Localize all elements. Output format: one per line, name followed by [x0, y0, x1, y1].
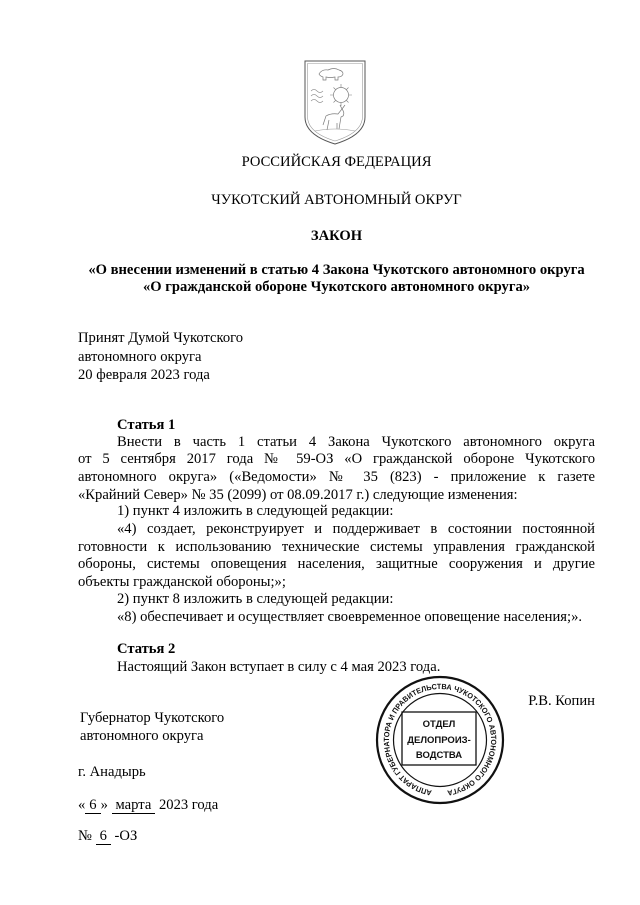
date-year: 2023 года [158, 797, 219, 813]
signatory-position-line: Губернатор Чукотского [80, 710, 225, 726]
article-2-text: Настоящий Закон вступает в силу с 4 мая 2023 года. [117, 659, 441, 675]
article-1-text-line: «Крайний Север» № 35 (2099) от 08.09.2017 г.) следующие изменения: [78, 487, 518, 503]
article-1-text-line: Внести в часть 1 статьи 4 Закона Чукотского автономного округа [117, 434, 595, 450]
chukotka-coat-of-arms-icon [299, 55, 371, 147]
place-of-signing: г. Анадырь [78, 764, 146, 780]
law-number-value: 6 [96, 829, 111, 845]
date-close-quote: » [100, 797, 108, 813]
emblem-shield-outline [305, 61, 365, 144]
item-1-text-line: «4) создает, реконструирует и поддерживает в состоянии постоянной [117, 521, 595, 537]
signatory-position-line: автономного округа [80, 728, 204, 744]
stamp-inner-line: ОТДЕЛ [422, 719, 456, 730]
law-number-prefix: № [78, 828, 92, 844]
date-month: марта [112, 798, 156, 814]
item-1-intro: 1) пункт 4 изложить в следующей редакции: [117, 503, 394, 519]
law-number-suffix: -ОЗ [114, 828, 138, 844]
article-1-heading: Статья 1 [117, 417, 176, 433]
emblem-waves [311, 90, 323, 103]
stamp-ring-text-path: АППАРАТ ГУБЕРНАТОРА И ПРАВИТЕЛЬСТВА ЧУКОТСКОГО АВТОНОМНОГО ОКРУГА [381, 681, 499, 798]
date-day: 6 [85, 798, 100, 814]
item-2-text: «8) обеспечивает и осуществляет своевременное оповещение населения;». [117, 609, 583, 625]
stamp-inner-line: ВОДСТВА [415, 750, 463, 761]
law-number [78, 827, 137, 845]
signatory-name: Р.В. Копин [528, 693, 595, 709]
emblem-deer-figure [323, 105, 345, 130]
item-1-text-line: объекты гражданской обороны;»; [78, 574, 286, 590]
adoption-date: 20 февраля 2023 года [78, 367, 210, 383]
country-heading: РОССИЙСКАЯ ФЕДЕРАЦИЯ [241, 154, 432, 170]
article-1-text-line: автономного округа» («Ведомости» № 35 (823) - приложение к газете [78, 469, 595, 485]
article-2-heading: Статья 2 [117, 641, 176, 657]
emblem-sun-circle [334, 88, 349, 103]
signing-date [78, 796, 218, 814]
emblem-ground-line [315, 129, 355, 131]
adoption-line: автономного округа [78, 349, 202, 365]
region-heading: ЧУКОТСКИЙ АВТОНОМНЫЙ ОКРУГ [211, 192, 462, 208]
item-2-intro: 2) пункт 8 изложить в следующей редакции: [117, 591, 394, 607]
adoption-line: Принят Думой Чукотского [78, 330, 244, 346]
article-1-text-line: от 5 сентября 2017 года № 59-ОЗ «О гражданской обороне Чукотского [78, 451, 595, 467]
document-type: ЗАКОН [310, 228, 363, 244]
law-title-line: «О внесении изменений в статью 4 Закона Чукотского автономного округа [88, 262, 585, 278]
stamp-inner-line: ДЕЛОПРОИЗ- [407, 735, 471, 746]
office-stamp [374, 674, 506, 806]
item-1-text-line: готовности к использованию технические системы управления гражданской [78, 539, 595, 555]
emblem-bear-figure [319, 69, 343, 81]
law-title-line: «О гражданской обороне Чукотского автономного округа» [142, 279, 531, 295]
date-open-quote: « [78, 797, 86, 813]
item-1-text-line: обороны, системы оповещения населения, защитные сооружения и другие [78, 556, 595, 572]
emblem-shield-inner-outline [308, 64, 363, 142]
